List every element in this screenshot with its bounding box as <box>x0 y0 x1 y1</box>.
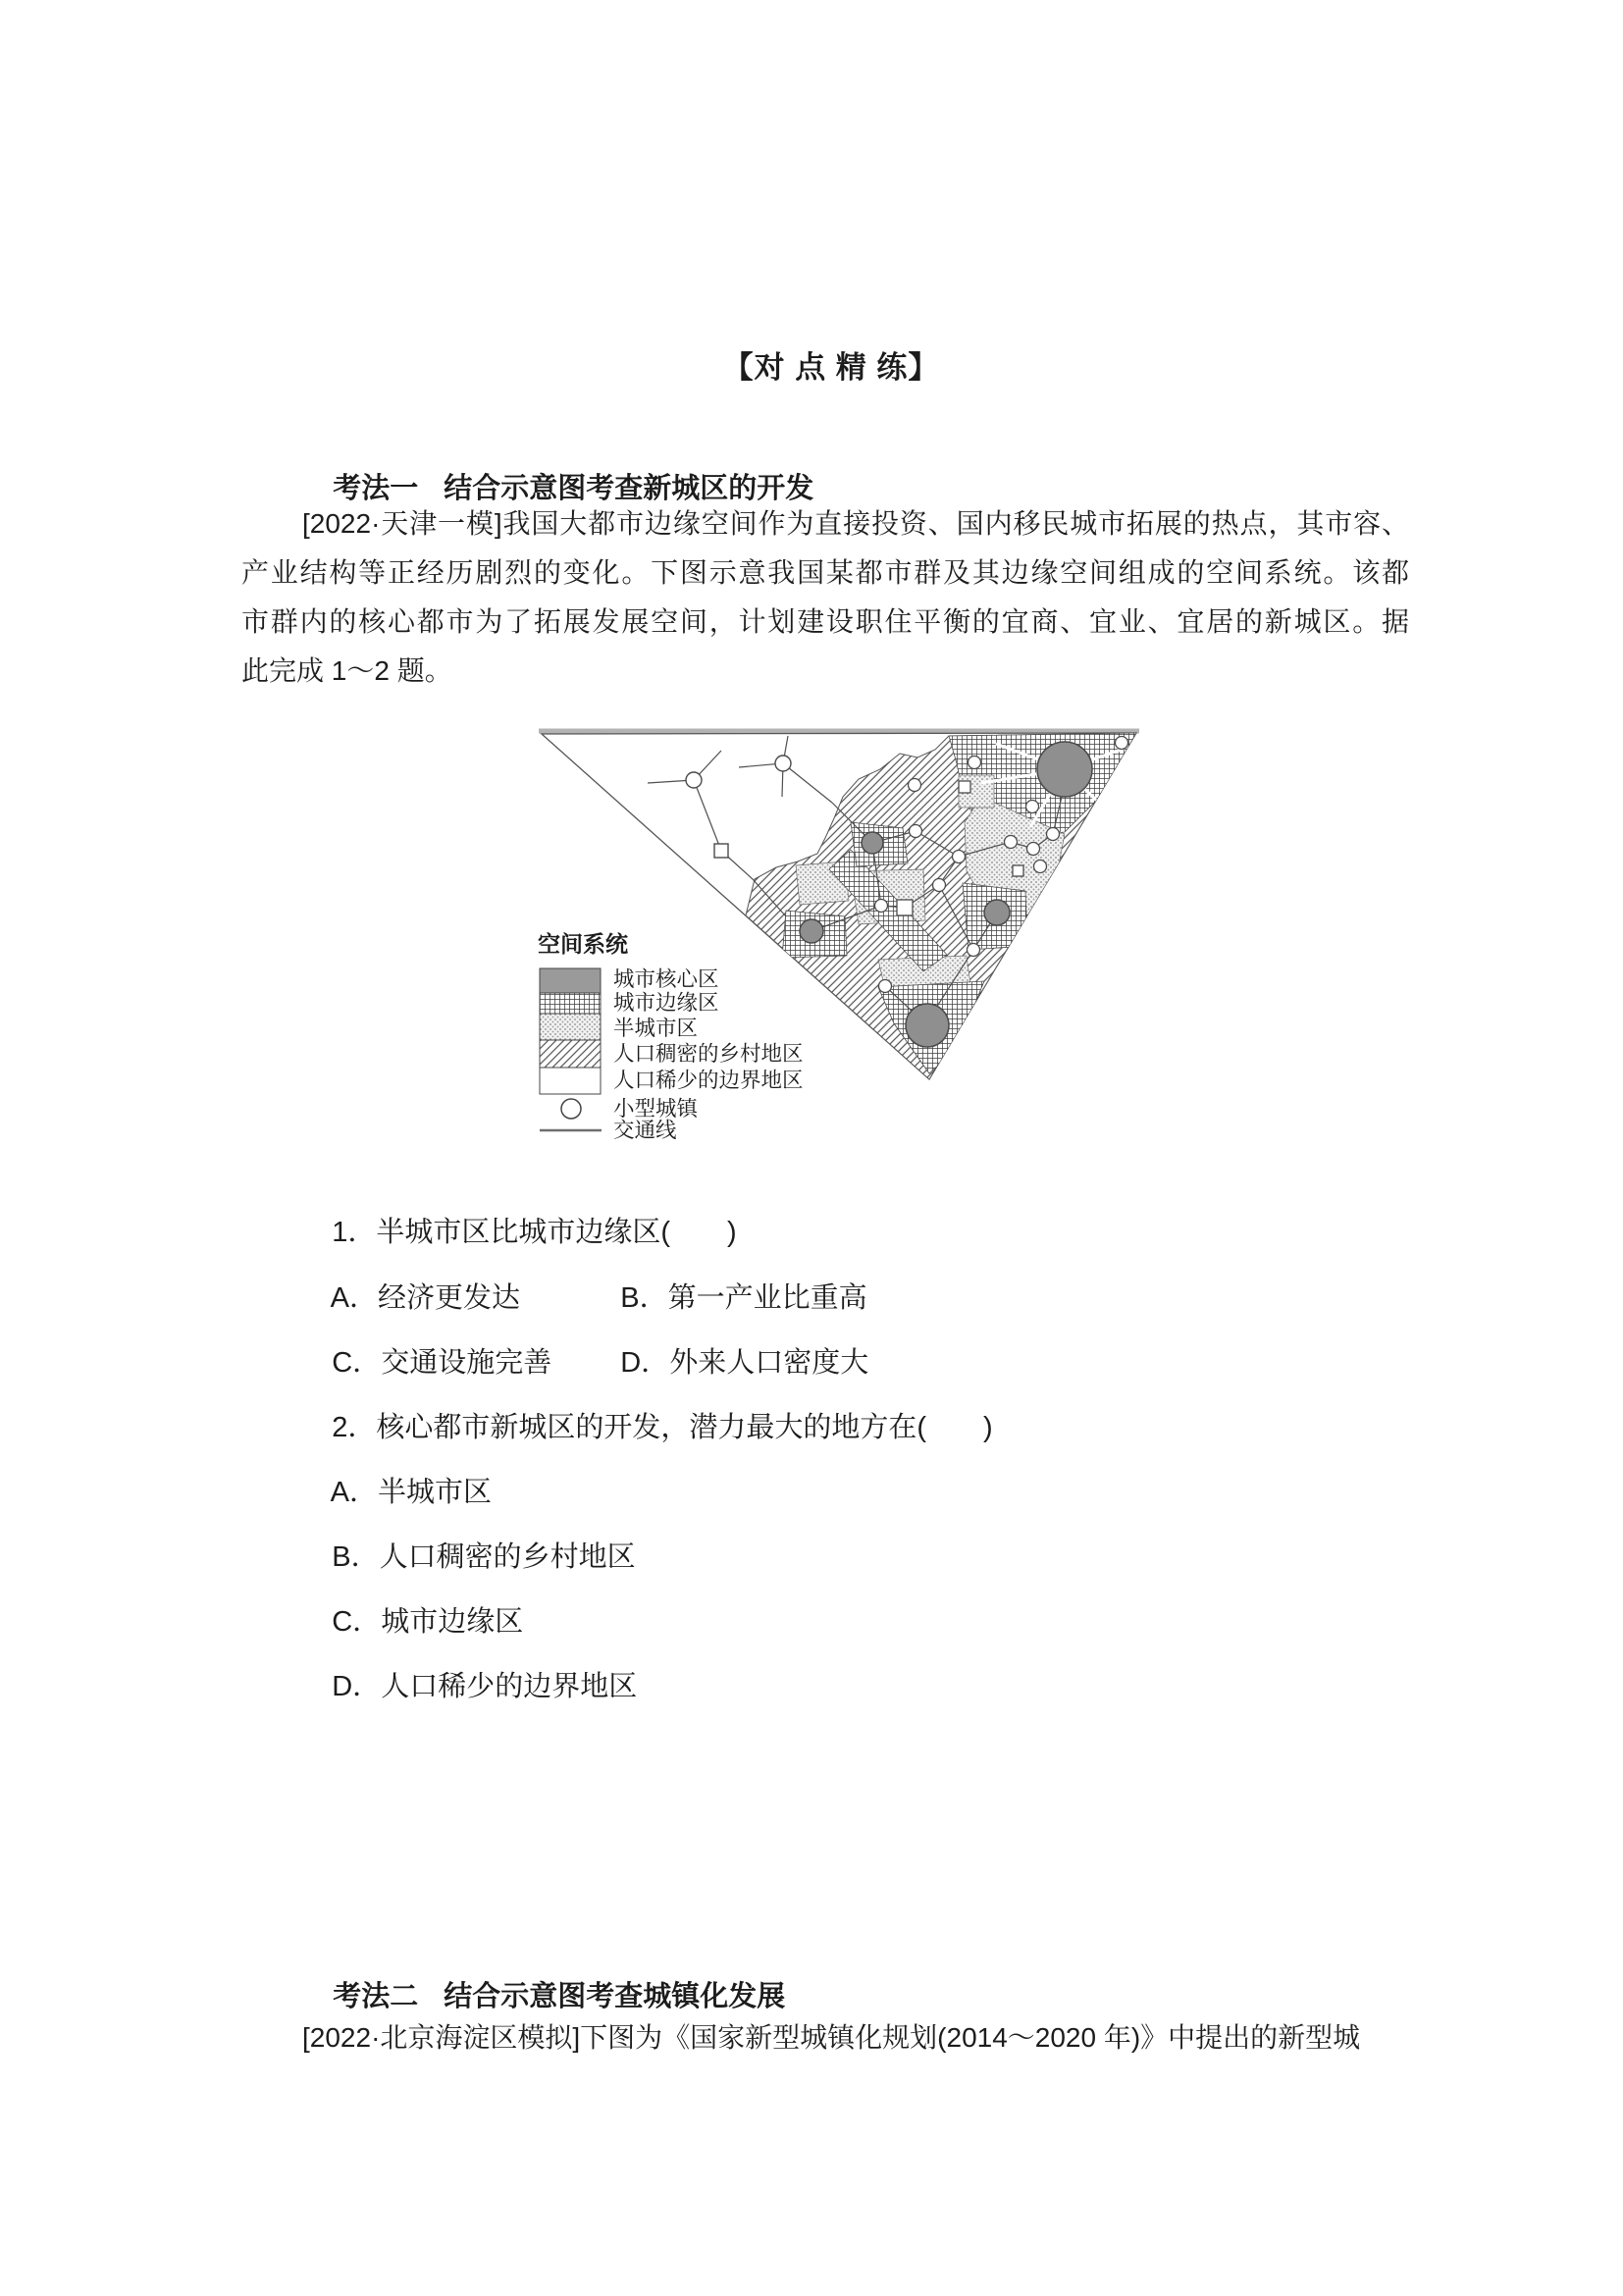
urban-core <box>800 919 823 943</box>
legend-label-town: 小型城镇 <box>613 1097 699 1121</box>
option-label: A． <box>330 1477 378 1508</box>
option-label: C． <box>332 1606 382 1638</box>
option-text: 人口稠密的乡村地区 <box>379 1541 636 1573</box>
option-label: C． <box>332 1347 382 1379</box>
option-label: D． <box>620 1347 670 1379</box>
option-text: 交通设施完善 <box>381 1347 552 1379</box>
option-text: 半城市区 <box>377 1477 492 1508</box>
option-label: A． <box>330 1282 378 1314</box>
small-town-node <box>714 844 728 858</box>
urban-core-large-ne <box>1037 742 1092 797</box>
option-text: 外来人口密度大 <box>669 1347 869 1379</box>
map-legend <box>538 931 804 1142</box>
small-town <box>686 772 702 788</box>
section2-heading-label: 考法二 <box>333 1981 419 2012</box>
section2-heading-text: 结合示意图考查城镇化发展 <box>444 1981 786 2012</box>
legend-swatch-semi-urban <box>540 1014 601 1040</box>
spatial-system-figure <box>535 724 1141 1185</box>
option-text: 经济更发达 <box>377 1282 520 1314</box>
legend-symbol-town <box>561 1099 581 1119</box>
question-2-option-d <box>300 1637 637 1737</box>
section1-heading-text: 结合示意图考查新城区的开发 <box>444 473 814 504</box>
option-text: 人口稀少的边界地区 <box>381 1671 638 1702</box>
legend-label-sparse-border: 人口稀少的边界地区 <box>613 1069 804 1092</box>
small-town <box>775 756 791 771</box>
urban-core <box>984 900 1010 925</box>
option-label: D． <box>332 1671 382 1702</box>
question-1-number: 1． <box>332 1217 377 1248</box>
urban-core <box>862 832 883 854</box>
question-1-text: 半城市区比城市边缘区( ) <box>376 1217 737 1248</box>
section2-intro-line: [2022·北京海淀区模拟]下图为《国家新型城镇化规划(2014～2020 年)》中提出的新型城 <box>302 2022 1361 2053</box>
legend-swatch-urban-edge <box>540 993 601 1014</box>
option-label: B． <box>620 1282 668 1314</box>
legend-swatch-sparse-border <box>540 1068 601 1094</box>
intro-line-2: 产业结构等正经历剧烈的变化。下图示意我国某都市群及其边缘空间组成的空间系统。该都 <box>241 557 1409 588</box>
option-text: 第一产业比重高 <box>667 1282 867 1314</box>
intro-line-4: 此完成 1～2 题。 <box>241 655 452 686</box>
legend-label-core: 城市核心区 <box>613 967 719 991</box>
legend-label-urban-edge: 城市边缘区 <box>613 991 719 1015</box>
spatial-system-map <box>535 724 1141 1185</box>
legend-swatch-core <box>540 968 601 993</box>
legend-label-transport: 交通线 <box>613 1119 677 1142</box>
section1-heading-label: 考法一 <box>333 473 419 504</box>
legend-label-semi-urban: 半城市区 <box>613 1017 699 1040</box>
question-2-number: 2． <box>332 1412 377 1443</box>
legend-swatch-dense-rural <box>540 1040 601 1068</box>
page-title: 【对 点 精 练】 <box>722 350 940 385</box>
question-2-text: 核心都市新城区的开发，潜力最大的地方在( ) <box>376 1412 993 1443</box>
intro-line-1: [2022·天津一模]我国大都市边缘空间作为直接投资、国内移民城市拓展的热点，其市容、 <box>302 508 1409 539</box>
intro-line-3: 市群内的核心都市为了拓展发展空间，计划建设职住平衡的宜商、宜业、宜居的新城区。据 <box>241 606 1409 637</box>
option-label: B． <box>332 1541 380 1573</box>
legend-title: 空间系统 <box>538 931 628 957</box>
legend-label-dense-rural: 人口稠密的乡村地区 <box>613 1042 804 1066</box>
urban-core-south <box>906 1004 949 1047</box>
option-text: 城市边缘区 <box>381 1606 524 1638</box>
